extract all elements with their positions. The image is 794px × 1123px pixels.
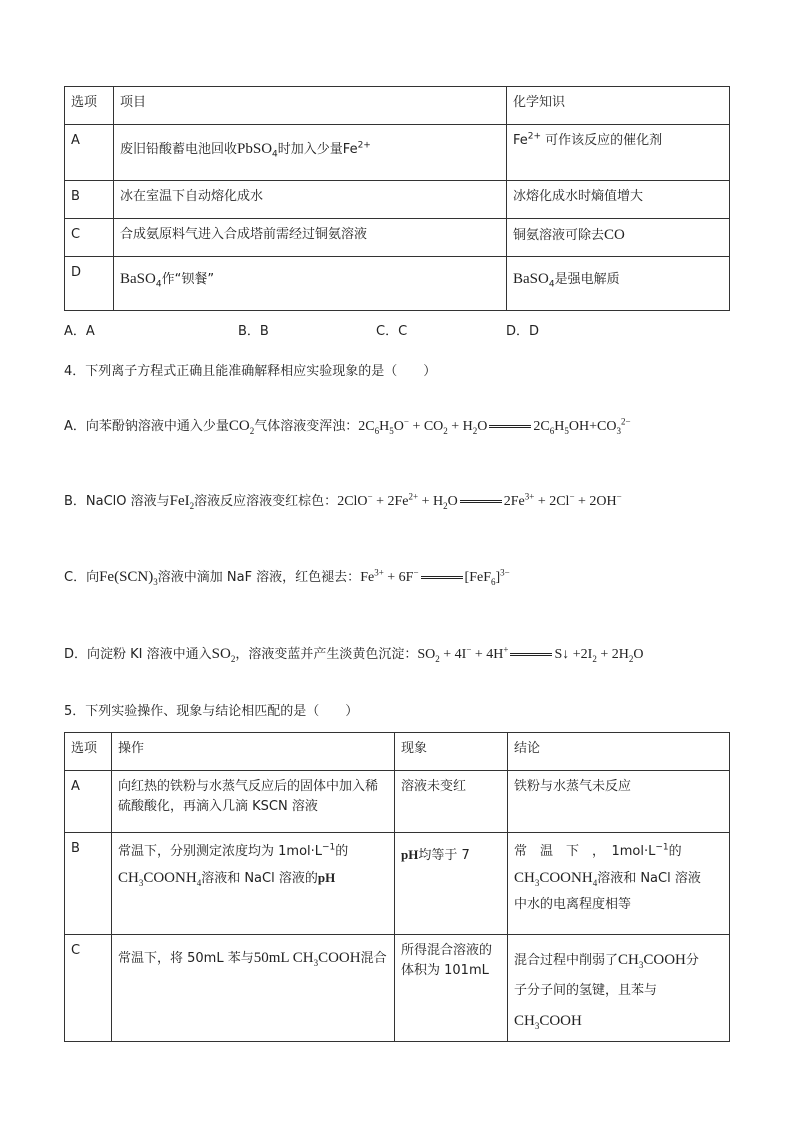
option-cell: A [65, 771, 112, 833]
operation-text: 常温下，将 50mL 苯与 [118, 951, 254, 966]
option-cell: B [65, 181, 114, 219]
question4-stem: 4．下列离子方程式正确且能准确解释相应实验现象的是（ ） [64, 364, 437, 379]
header-phenomenon: 现象 [395, 733, 508, 771]
question4-option-b[interactable] [64, 490, 622, 510]
question4-option-c[interactable] [64, 566, 510, 586]
option-text: 溶液中滴加 NaF 溶液，红色褪去： [157, 570, 361, 585]
ionic-equation: $SO_2 + 4I^- + 4H^+$ S↓ $+2I_2 + 2H_2O$ [417, 644, 644, 664]
option-cell: C [65, 219, 114, 257]
formula: $CH_3COOH$ [514, 1013, 582, 1031]
conclusion-text: 中水的电离程度相等 [514, 897, 632, 912]
item-text: 时加入少量 [277, 142, 343, 157]
table-header-row [65, 87, 730, 125]
conclusion-text: 混合过程中削弱了 [514, 953, 619, 968]
formula: $SO_2$ [211, 646, 236, 664]
conclusion-text: 溶液和 NaCl 溶液 [597, 871, 701, 886]
table-row [65, 771, 730, 833]
header-item: 项目 [114, 87, 507, 125]
header-operation: 操作 [112, 733, 395, 771]
formula: $CH_3COONH_4$ [118, 870, 202, 888]
ion: Fe [513, 133, 528, 148]
choice-b[interactable]: B．B [238, 324, 269, 339]
superscript: 2+ [527, 131, 542, 142]
formula: PbSO [237, 141, 273, 157]
formula: $CH_3COOH$ [618, 952, 686, 970]
subscript: 4 [548, 279, 555, 290]
question4-option-d[interactable] [64, 643, 643, 663]
option-text: ，溶液变蓝并产生淡黄色沉淀： [235, 647, 418, 662]
table-row [65, 125, 730, 181]
table-header-row [65, 733, 730, 771]
operation-text: 溶液和 NaCl 溶液的 [201, 871, 318, 886]
ion: Fe [342, 142, 358, 157]
item-text: 作“钡餐” [161, 272, 215, 287]
formula: $CH_3COONH_4$ [514, 870, 598, 888]
knowledge-cell [507, 125, 730, 181]
item-text: 废旧铅酸蓄电池回收 [120, 142, 238, 157]
operation-cell: 常温下，分别测定浓度均为 $1mol\cdot L^{-1}$的 $CH_3COONH_4$溶液和 NaCl 溶液的pH [112, 833, 395, 935]
option-cell: C [65, 935, 112, 1042]
table-row [65, 833, 730, 935]
table-question5 [64, 732, 730, 1042]
item-cell: 冰在室温下自动熔化成水 [114, 181, 507, 219]
phenomenon-cell: pH均等于 7 [395, 833, 508, 935]
ionic-equation: $Fe^{3+} + 6F^-$ $[FeF_6]^{3-}$ [360, 567, 510, 587]
ionic-equation: $2C_6H_5O^- + CO_2 + H_2O$ $2C_6H_5OH+CO_3^{2-}$ [358, 416, 631, 436]
operation-cell: 向红热的铁粉与水蒸气反应后的固体中加入稀硫酸酸化，再滴入几滴 KSCN 溶液 [112, 771, 395, 833]
option-cell: B [65, 833, 112, 935]
choice-a[interactable]: A．A [64, 324, 95, 339]
option-text: 溶液反应溶液变红棕色： [194, 494, 338, 509]
conclusion-text: 常 温 下 ， 1mol·L [514, 844, 656, 859]
operation-cell [112, 935, 395, 1042]
header-knowledge: 化学知识 [507, 87, 730, 125]
option-text: 气体溶液变浑浊： [254, 419, 359, 434]
header-option: 选项 [65, 733, 112, 771]
question5-stem: 5．下列实验操作、现象与结论相匹配的是（ ） [64, 704, 359, 719]
table-row [65, 257, 730, 311]
knowledge-text: 是强电解质 [554, 272, 620, 287]
conclusion-cell: 混合过程中削弱了$CH_3COOH$分 子分子间的氢键，且苯与$CH_3COOH$ [508, 935, 730, 1042]
subscript: 4 [272, 149, 278, 160]
item-cell: 合成氨原料气进入合成塔前需经过铜氨溶液 [114, 219, 507, 257]
option-text: B．NaClO 溶液与 [64, 494, 170, 509]
choice-c[interactable]: C．C [376, 324, 408, 339]
option-text: D．向淀粉 KI 溶液中通入 [64, 647, 212, 662]
knowledge-text: 铜氨溶液可除去 [513, 228, 605, 243]
ionic-equation: $2ClO^- + 2Fe^{2+} + H_2O$ $2Fe^{3+} + 2Cl^- + 2OH^-$ [337, 491, 622, 511]
conclusion-cell: 铁粉与水蒸气未反应 [508, 771, 730, 833]
option-text: A．向苯酚钠溶液中通入少量 [64, 419, 229, 434]
superscript: 2+ [357, 140, 371, 151]
phenomenon-cell: 溶液未变红 [395, 771, 508, 833]
question4-option-a[interactable] [64, 415, 631, 435]
table-row [65, 219, 730, 257]
operation-text: 常温下，分别测定浓度均为 1mol·L [118, 844, 323, 859]
header-option: 选项 [65, 87, 114, 125]
choice-d[interactable]: D．D [506, 324, 540, 339]
option-cell: A [65, 125, 114, 181]
operation-text: 混合 [360, 951, 387, 966]
formula: 50mL $CH_3COOH$ [253, 950, 361, 968]
formula: $Fe(SCN)_3$ [99, 569, 158, 587]
formula: BaSO [513, 271, 549, 287]
subscript: 4 [155, 279, 162, 290]
table-row [65, 935, 730, 1042]
formula: $CO_2$ [228, 418, 255, 436]
formula: BaSO [120, 271, 156, 287]
phenomenon-cell: 所得混合溶液的体积为 101mL [395, 935, 508, 1042]
item-cell [114, 125, 507, 181]
table-question3 [64, 86, 730, 311]
option-text: C．向 [64, 570, 100, 585]
knowledge-cell [507, 219, 730, 257]
conclusion-cell: 常 温 下 ， $1mol\cdot L^{-1}$的 $CH_3COONH_4$溶液和 NaCl 溶液 中水的电离程度相等 [508, 833, 730, 935]
phenomenon-text: 均等于 7 [418, 848, 470, 863]
formula: FeI$_2$ [169, 493, 195, 511]
knowledge-cell: 冰熔化成水时熵值增大 [507, 181, 730, 219]
knowledge-cell [507, 257, 730, 311]
formula: CO [604, 227, 625, 243]
option-cell: D [65, 257, 114, 311]
table-row [65, 181, 730, 219]
knowledge-text: 可作该反应的催化剂 [541, 133, 663, 148]
header-conclusion: 结论 [508, 733, 730, 771]
item-cell [114, 257, 507, 311]
conclusion-text: 分子间的氢键，且苯与 [527, 983, 658, 998]
